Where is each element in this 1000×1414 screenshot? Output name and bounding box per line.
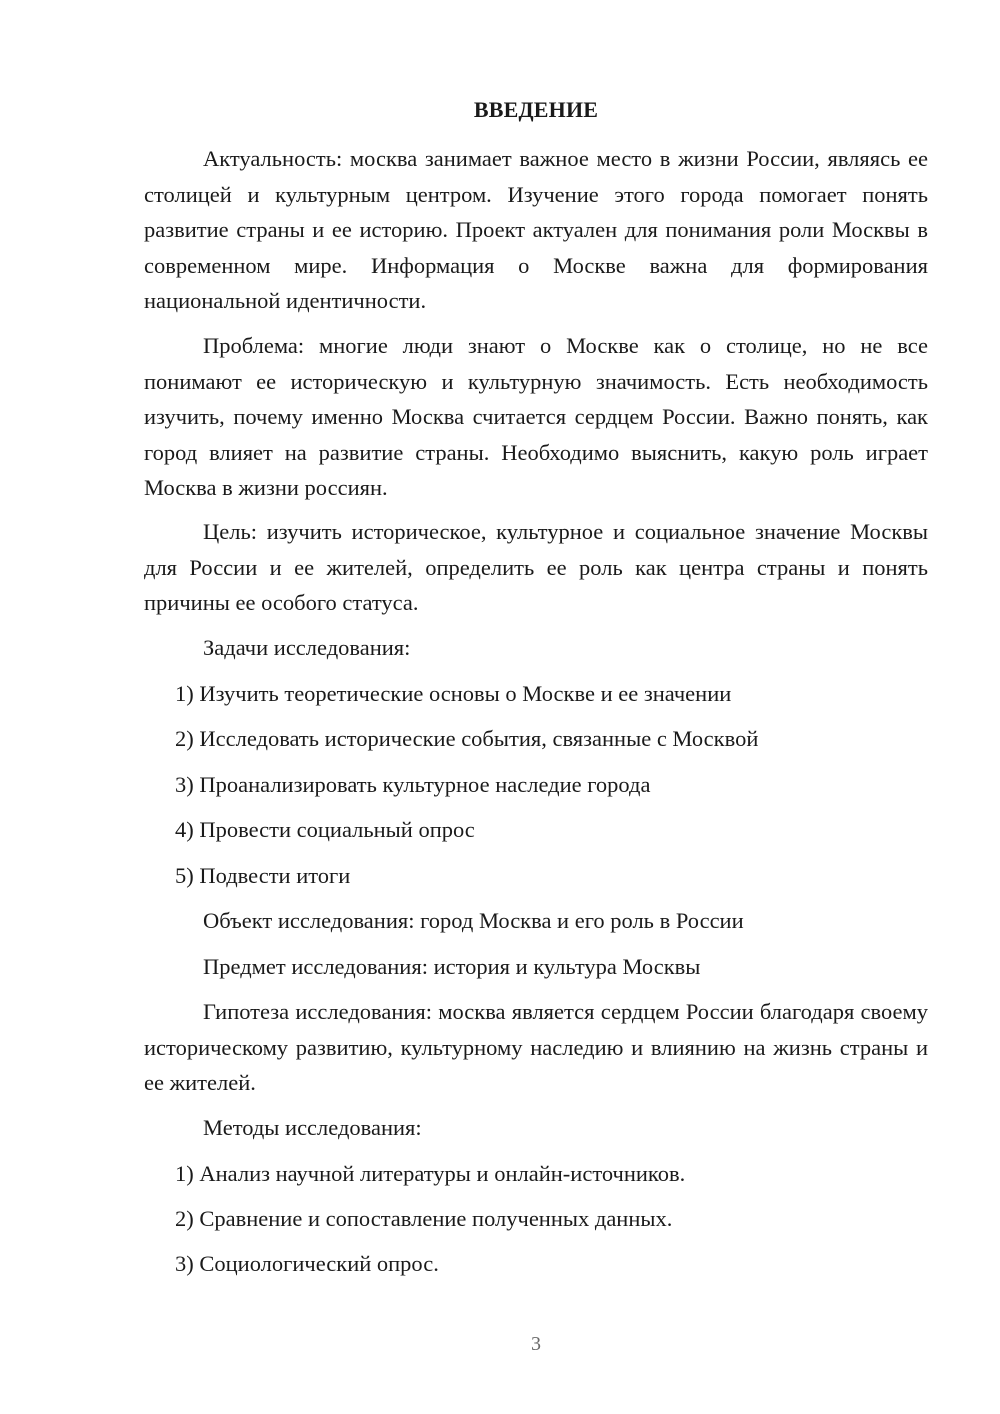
task-item: 4) Провести социальный опрос <box>175 817 475 842</box>
hypothesis-paragraph: Гипотеза исследования: москва является сердцем России благодаря своему историческому развитию, культурному наследию и влиянию на жизнь страны и ее жителей. <box>144 999 928 1095</box>
task-item: 1) Изучить теоретические основы о Москве и ее значении <box>175 681 732 706</box>
page-number: 3 <box>531 1333 541 1355</box>
task-item: 5) Подвести итоги <box>175 863 351 888</box>
page-title: ВВЕДЕНИЕ <box>473 97 599 122</box>
problem-paragraph: Проблема: многие люди знают о Москве как о столице, но не все понимают ее историческую и культурную значимость. Есть необходимость изучить, почему именно Москва считается сердцем России. Важно понять, как город влияет на развитие страны. Необходимо выяснить, какую роль играет Москва в жизни россиян. <box>144 333 928 500</box>
method-item: 2) Сравнение и сопоставление полученных данных. <box>175 1206 673 1231</box>
research-object: Объект исследования: город Москва и его роль в России <box>203 908 744 933</box>
document-page <box>144 0 928 1414</box>
methods-title: Методы исследования: <box>203 1115 422 1140</box>
method-item: 1) Анализ научной литературы и онлайн-источников. <box>175 1161 686 1186</box>
research-subject: Предмет исследования: история и культура Москвы <box>203 954 701 979</box>
method-item: 3) Социологический опрос. <box>175 1251 439 1276</box>
relevance-paragraph: Актуальность: москва занимает важное место в жизни России, являясь ее столицей и культурным центром. Изучение этого города помогает понять развитие страны и ее историю. Проект актуален для понимания роли Москвы в современном мире. Информация о Москве важна для формирования национальной идентичности. <box>144 146 928 313</box>
tasks-title: Задачи исследования: <box>203 635 411 660</box>
goal-paragraph: Цель: изучить историческое, культурное и социальное значение Москвы для России и ее жителей, определить ее роль как центра страны и понять причины ее особого статуса. <box>144 519 928 615</box>
task-item: 3) Проанализировать культурное наследие города <box>175 772 651 797</box>
task-item: 2) Исследовать исторические события, связанные с Москвой <box>175 726 759 751</box>
